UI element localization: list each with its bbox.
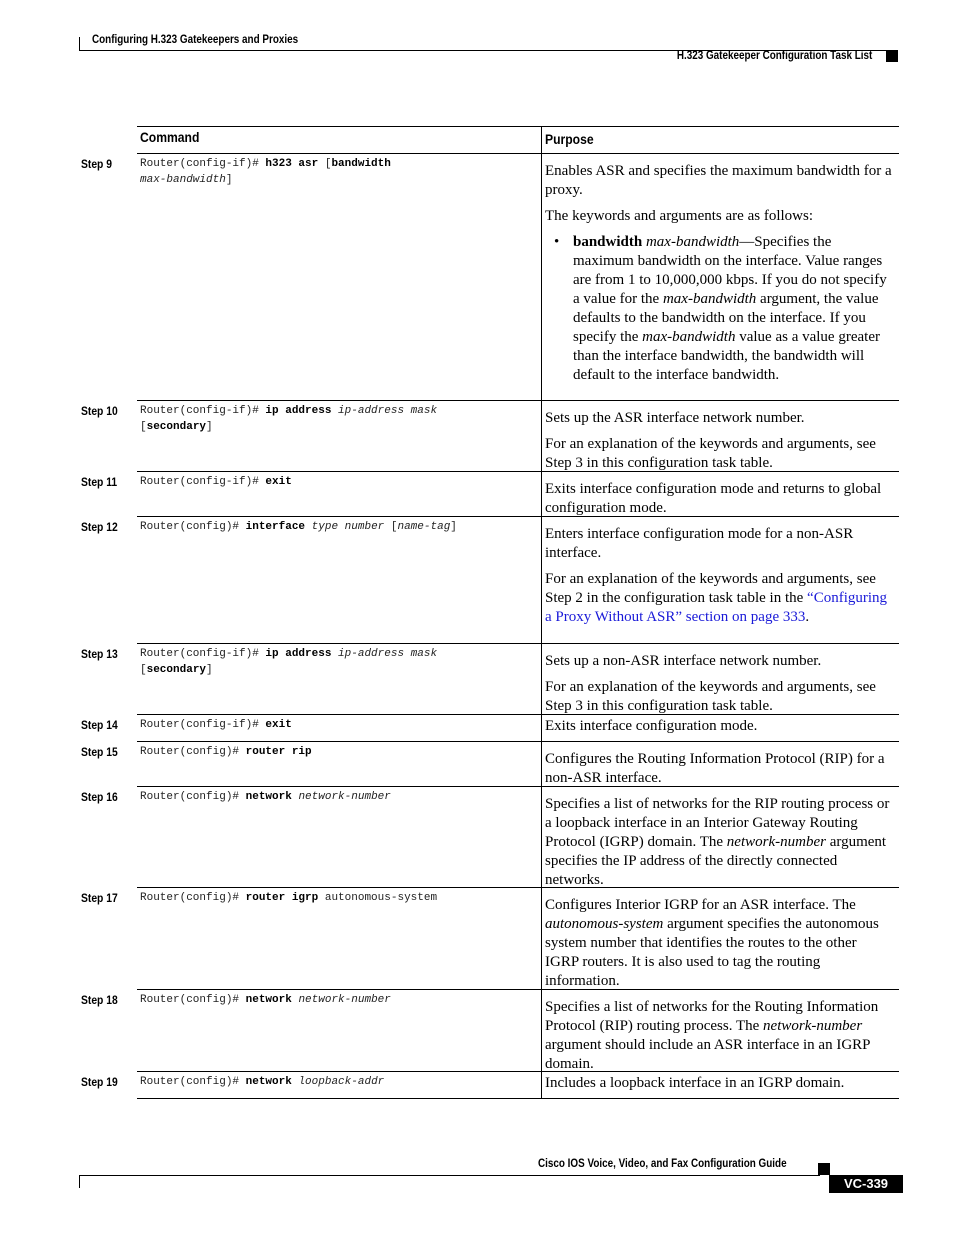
- header-marker: [886, 50, 898, 62]
- footer-left-bar: [79, 1175, 80, 1188]
- step-label: Step 16: [81, 790, 118, 804]
- cmd-keyword: router igrp: [245, 892, 319, 904]
- cmd-argument: network-number: [298, 791, 391, 803]
- cmd-prompt: Router(config-if)#: [140, 648, 266, 660]
- cmd-argument: max-bandwidth: [140, 174, 226, 186]
- purpose-text-span: argument specifies the autonomous system number that identifies the routes to the other IGRP routers. It is also used to tag the routing information.: [545, 916, 879, 989]
- cmd-prompt: Router(config)#: [140, 746, 246, 758]
- step-label: Step 17: [81, 891, 118, 905]
- command-cell: [140, 472, 536, 490]
- cmd-prompt: Router(config)#: [140, 521, 246, 533]
- cmd-keyword: bandwidth: [331, 158, 391, 170]
- command-cell: [140, 401, 536, 435]
- purpose-cell: [542, 1072, 899, 1099]
- table-row: [81, 715, 899, 742]
- purpose-text: Includes a loopback interface in an IGRP domain.: [545, 1075, 845, 1091]
- purpose-text-span: Specifies a list of networks for the RIP routing process or a loopback interface in an Interior Gateway Routing Protocol (IGRP) domain. The: [545, 796, 890, 850]
- purpose-cell: [542, 154, 899, 391]
- argument: network-number: [726, 834, 826, 850]
- cmd-text: [: [140, 664, 147, 676]
- purpose-text: Enables ASR and specifies the maximum bandwidth for a proxy.: [545, 163, 892, 198]
- cmd-prompt: Router(config-if)#: [140, 719, 266, 731]
- purpose-column-header-cell: [542, 127, 899, 149]
- purpose-text: [545, 998, 893, 1074]
- purpose-cell: [542, 990, 899, 1080]
- purpose-text-span: argument should include an ASR interface in an IGRP domain.: [545, 1037, 870, 1072]
- table-row: [81, 517, 899, 644]
- cmd-keyword: network: [245, 994, 292, 1006]
- purpose-text: [545, 795, 893, 890]
- purpose-text: Exits interface configuration mode and returns to global configuration mode.: [545, 481, 882, 516]
- purpose-column-header: Purpose: [545, 132, 594, 147]
- cmd-prompt: Router(config-if)#: [140, 476, 266, 488]
- command-cell: [140, 787, 536, 805]
- command-cell: [140, 154, 536, 188]
- column-divider: [541, 715, 542, 741]
- footer-marker: [818, 1163, 830, 1175]
- column-divider: [541, 888, 542, 989]
- cmd-text: autonomous-system: [318, 892, 438, 904]
- table-header-row: [137, 126, 899, 154]
- table-row: [81, 154, 899, 401]
- step-label: Step 9: [81, 157, 112, 171]
- purpose-text-span: Specifies a list of networks for the Routing Information Protocol (RIP) routing process. The: [545, 999, 879, 1034]
- argument: max-bandwidth: [645, 234, 740, 250]
- guide-title: Cisco IOS Voice, Video, and Fax Configuration Guide: [538, 1158, 787, 1170]
- command-cell: [140, 715, 536, 733]
- purpose-text-span: .: [805, 609, 810, 625]
- table-row: [81, 472, 899, 517]
- purpose-text: Enters interface configuration mode for a non-ASR interface.: [545, 526, 854, 561]
- column-divider: [541, 787, 542, 887]
- table-row: [81, 888, 899, 990]
- step-label: Step 15: [81, 745, 118, 759]
- command-cell: [140, 888, 536, 906]
- purpose-text: For an explanation of the keywords and arguments, see Step 3 in this configuration task table.: [545, 436, 876, 471]
- cross-reference-link[interactable]: “Configuring a Proxy Without ASR” section on page 333: [545, 590, 888, 625]
- table-row: [81, 990, 899, 1072]
- cmd-text: ]: [206, 664, 213, 676]
- purpose-text-span: Configures Interior IGRP for an ASR interface. The: [545, 897, 856, 913]
- column-divider: [541, 401, 542, 471]
- purpose-text: Configures the Routing Information Protocol (RIP) for a non-ASR interface.: [545, 751, 885, 786]
- column-divider: [541, 644, 542, 714]
- description: argument, the value defaults to the bandwidth on the interface. If you specify the: [573, 291, 879, 345]
- argument: autonomous-system: [545, 916, 664, 932]
- step-label: Step 14: [81, 718, 118, 732]
- cmd-prompt: Router(config)#: [140, 892, 246, 904]
- footer-rule: [79, 1175, 820, 1176]
- column-divider: [541, 742, 542, 786]
- column-divider: [541, 472, 542, 516]
- cmd-keyword: interface: [245, 521, 306, 533]
- column-divider: [541, 990, 542, 1071]
- column-divider: [541, 517, 542, 643]
- command-cell: [140, 990, 536, 1008]
- purpose-text: The keywords and arguments are as follows:: [545, 208, 813, 224]
- command-column-header: Command: [140, 130, 200, 145]
- command-table: [81, 126, 899, 1099]
- cmd-prompt: Router(config)#: [140, 994, 246, 1006]
- command-cell: [140, 1072, 536, 1090]
- table-row: [81, 787, 899, 888]
- cmd-text: ]: [450, 521, 457, 533]
- step-label: Step 13: [81, 647, 118, 661]
- purpose-text: [545, 896, 893, 991]
- purpose-cell: [542, 644, 899, 722]
- chapter-title: Configuring H.323 Gatekeepers and Proxies: [92, 34, 299, 46]
- cmd-text: [: [140, 421, 147, 433]
- step-label: Step 11: [81, 475, 118, 489]
- table-row: [81, 644, 899, 715]
- step-label: Step 12: [81, 520, 118, 534]
- keyword-list: [545, 233, 893, 385]
- cmd-prompt: Router(config)#: [140, 791, 246, 803]
- purpose-text: Sets up the ASR interface network number.: [545, 410, 805, 426]
- cmd-text: [: [384, 521, 398, 533]
- command-cell: [140, 742, 536, 760]
- cmd-argument: ip-address mask: [338, 405, 438, 417]
- purpose-text: [545, 570, 893, 627]
- cmd-keyword: secondary: [146, 421, 207, 433]
- step-label: Step 10: [81, 404, 118, 418]
- cmd-argument: name-tag: [397, 521, 451, 533]
- argument: network-number: [763, 1018, 863, 1034]
- command-cell: [140, 644, 536, 678]
- cmd-keyword: network: [245, 791, 292, 803]
- list-item: [573, 233, 893, 385]
- purpose-cell: [542, 715, 899, 742]
- cmd-argument: type number: [311, 521, 385, 533]
- cmd-keyword: network: [245, 1076, 292, 1088]
- purpose-text: Sets up a non-ASR interface network number.: [545, 653, 822, 669]
- purpose-text: For an explanation of the keywords and arguments, see Step 3 in this configuration task table.: [545, 679, 876, 714]
- purpose-cell: [542, 787, 899, 896]
- keyword: bandwidth: [573, 234, 643, 250]
- step-label: Step 19: [81, 1075, 118, 1089]
- purpose-text-span: For an explanation of the keywords and arguments, see Step 2 in the configuration task table in the: [545, 571, 876, 606]
- table-row: [81, 742, 899, 787]
- purpose-text-span: argument specifies the IP address of the directly connected networks.: [545, 834, 887, 888]
- cmd-argument: ip-address mask: [338, 648, 438, 660]
- cmd-keyword: ip address: [265, 648, 332, 660]
- purpose-cell: [542, 888, 899, 997]
- step-label: Step 18: [81, 993, 118, 1007]
- argument: max-bandwidth: [662, 291, 757, 307]
- cmd-text: ]: [206, 421, 213, 433]
- section-title: H.323 Gatekeeper Configuration Task List: [676, 50, 872, 62]
- description: value as a value greater than the interface bandwidth, the bandwidth will default to the interface bandwidth.: [573, 329, 880, 383]
- cmd-text: ]: [225, 174, 233, 186]
- column-divider: [541, 127, 542, 153]
- argument: max-bandwidth: [642, 329, 736, 345]
- purpose-cell: [542, 517, 899, 633]
- cmd-keyword: secondary: [146, 664, 207, 676]
- purpose-cell: [542, 401, 899, 479]
- command-cell: [140, 517, 536, 535]
- cmd-prompt: Router(config-if)#: [140, 405, 266, 417]
- purpose-text: Exits interface configuration mode.: [545, 718, 758, 734]
- cmd-prompt: Router(config-if)#: [140, 158, 266, 170]
- table-row: [81, 1072, 899, 1099]
- column-divider: [541, 1072, 542, 1098]
- cmd-text: [: [318, 158, 332, 170]
- cmd-keyword: exit: [265, 719, 292, 731]
- cmd-keyword: h323 asr: [265, 158, 319, 170]
- cmd-keyword: exit: [265, 476, 292, 488]
- cmd-prompt: Router(config)#: [140, 1076, 246, 1088]
- cmd-keyword: router rip: [245, 746, 312, 758]
- description: —Specifies the maximum bandwidth on the interface. Value ranges are from 1 to 10,000,000 kbps. If you do not specify a value for the: [573, 234, 887, 307]
- cmd-argument: network-number: [298, 994, 391, 1006]
- column-divider: [541, 154, 542, 400]
- table-row: [81, 401, 899, 472]
- cmd-keyword: ip address: [265, 405, 332, 417]
- page-number: VC-339: [829, 1175, 903, 1193]
- header-left-bar: [79, 37, 80, 51]
- cmd-argument: loopback-addr: [298, 1076, 385, 1088]
